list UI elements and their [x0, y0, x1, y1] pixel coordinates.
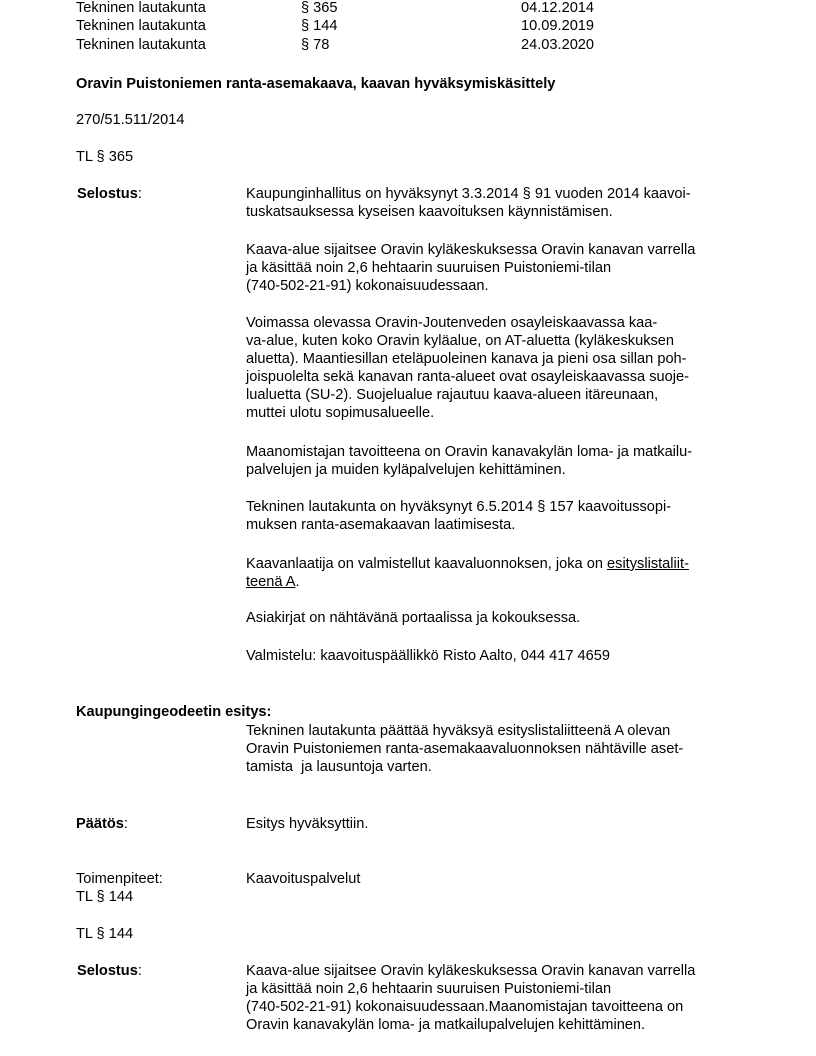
text-line: palvelujen ja muiden kyläpalvelujen kehittäminen.: [246, 462, 566, 478]
selostus-paragraph-3: [246, 314, 689, 422]
text-line: (740-502-21-91) kokonaisuudessaan.: [246, 278, 489, 294]
selostus-paragraph: [246, 962, 695, 1034]
document-title: Oravin Puistoniemen ranta-asemakaava, kaavan hyväksymiskäsittely: [76, 76, 556, 92]
actions-label: Toimenpiteet:: [76, 871, 163, 887]
text-line: (740-502-21-91) kokonaisuudessaan.Maanomistajan tavoitteena on: [246, 999, 684, 1015]
history-date: 10.09.2019: [521, 18, 595, 34]
selostus-paragraph-6: [246, 555, 689, 591]
attachment-link[interactable]: teenä A: [246, 574, 296, 590]
selostus-label: [77, 962, 142, 980]
text-line: Kaupunginhallitus on hyväksynyt 3.3.2014 § 91 vuoden 2014 kaavoi-: [246, 186, 691, 202]
text-line: va-alue, kuten koko Oravin kyläalue, on AT-aluetta (kyläkeskuksen: [246, 333, 675, 349]
history-date: 24.03.2020: [521, 37, 595, 53]
history-board: Tekninen lautakunta: [76, 37, 206, 53]
section-reference: TL § 144: [76, 889, 134, 905]
decision-label-text: Päätös: [76, 816, 124, 832]
text-line: joispuolelta sekä kanavan ranta-alueet ovat osayleiskaavassa suoje-: [246, 369, 689, 385]
text-line: tuskatsauksessa kyseisen kaavoituksen käynnistämisen.: [246, 204, 613, 220]
decision-label: [76, 815, 128, 833]
selostus-paragraph-2: [246, 241, 695, 295]
section-reference: TL § 144: [76, 926, 134, 942]
text-line: aluetta). Maantiesillan eteläpuoleinen kanava ja pieni osa sillan poh-: [246, 351, 687, 367]
proposal-label: Kaupungingeodeetin esitys:: [76, 704, 272, 720]
text-line: Kaava-alue sijaitsee Oravin kyläkeskuksessa Oravin kanavan varrella: [246, 963, 696, 979]
actions-text: Kaavoituspalvelut: [246, 871, 361, 887]
history-board: Tekninen lautakunta: [76, 0, 206, 16]
history-section: § 78: [301, 37, 330, 53]
history-section: § 144: [301, 18, 338, 34]
text-line: Kaava-alue sijaitsee Oravin kyläkeskuksessa Oravin kanavan varrella: [246, 242, 696, 258]
selostus-label-text: Selostus: [77, 963, 138, 979]
text-line: [246, 555, 689, 573]
text-line: muttei ulotu sopimusalueelle.: [246, 405, 435, 421]
selostus-paragraph-4: [246, 443, 692, 479]
history-section: § 365: [301, 0, 338, 16]
attachment-link[interactable]: esityslistaliit-: [607, 556, 689, 572]
selostus-label-text: Selostus: [77, 186, 138, 202]
selostus-paragraph-5: [246, 498, 671, 534]
text-line: Maanomistajan tavoitteena on Oravin kanavakylän loma- ja matkailu-: [246, 444, 693, 460]
paragraph-text: .: [295, 574, 300, 590]
text-line: ja käsittää noin 2,6 hehtaarin suuruisen Puistoniemi-tilan: [246, 260, 612, 276]
label-colon: :: [123, 816, 128, 832]
label-colon: :: [137, 963, 142, 979]
text-line: lualuetta (SU-2). Suojelualue rajautuu kaava-alueen itäreunaan,: [246, 387, 659, 403]
text-line: tamista ja lausuntoja varten.: [246, 759, 432, 775]
text-line: Voimassa olevassa Oravin-Joutenveden osayleiskaavassa kaa-: [246, 315, 658, 331]
preparer-line: Valmistelu: kaavoituspäällikkö Risto Aalto, 044 417 4659: [246, 648, 610, 664]
label-colon: :: [137, 186, 142, 202]
proposal-text: [246, 722, 683, 776]
text-line: ja käsittää noin 2,6 hehtaarin suuruisen Puistoniemi-tilan: [246, 981, 612, 997]
selostus-paragraph-1: [246, 185, 691, 221]
selostus-label: [77, 185, 142, 203]
section-reference: TL § 365: [76, 149, 134, 165]
text-line: [246, 573, 689, 591]
decision-text: Esitys hyväksyttiin.: [246, 816, 369, 832]
paragraph-text: Kaavanlaatija on valmistellut kaavaluonnoksen, joka on: [246, 556, 608, 572]
history-date: 04.12.2014: [521, 0, 595, 16]
text-line: muksen ranta-asemakaavan laatimisesta.: [246, 517, 516, 533]
history-board: Tekninen lautakunta: [76, 18, 206, 34]
text-line: Tekninen lautakunta on hyväksynyt 6.5.2014 § 157 kaavoitussopi-: [246, 499, 672, 515]
text-line: Tekninen lautakunta päättää hyväksyä esityslistaliitteenä A olevan: [246, 723, 671, 739]
text-line: Oravin kanavakylän loma- ja matkailupalvelujen kehittäminen.: [246, 1017, 646, 1033]
selostus-paragraph-7: Asiakirjat on nähtävänä portaalissa ja kokouksessa.: [246, 610, 581, 626]
record-number: 270/51.511/2014: [76, 112, 185, 128]
text-line: Oravin Puistoniemen ranta-asemakaavaluonnoksen nähtäville aset-: [246, 741, 684, 757]
